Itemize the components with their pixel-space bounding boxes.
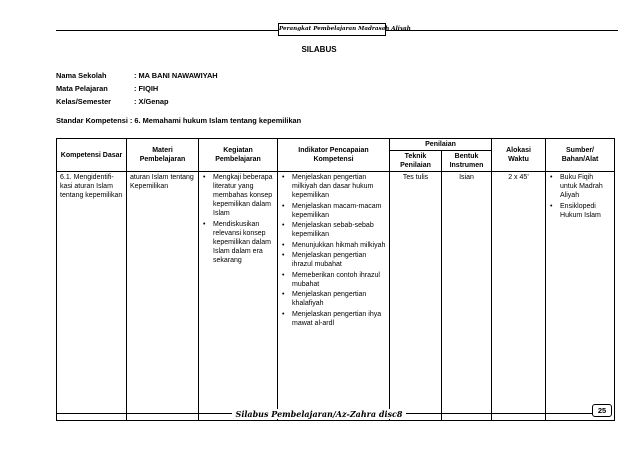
cell-materi: aturan Islam tentang Kepemilikan [127,172,199,421]
meta-row-class [56,97,169,106]
list-item: • Buku Fiqih untuk Madrah Aliyah [560,173,611,200]
cell-kompetensi: 6.1. Mengidentifi-kasi aturan Islam tentang kepemilikan [57,172,127,421]
meta-value: : FIQIH [134,84,159,93]
header-bentuk: Bentuk Instrumen [442,151,492,172]
meta-value: : MA BANI NAWAWIYAH [134,71,218,80]
list-item: • Menunjukkan hikmah milkiyah [292,241,386,250]
footer-label: Silabus Pembelajaran/Az-Zahra disc8 [232,409,407,419]
page-title: SILABUS [301,45,337,54]
header-alokasi: Alokasi Waktu [492,139,546,172]
meta-row-subject [56,84,158,93]
list-item: • Ensiklopedi Hukum Islam [560,202,611,220]
list-item: • Menjelaskan pengertian khalafiyah [292,290,386,308]
list-item: • Memeberikan contoh ihrazul mubahat [292,271,386,289]
standar-kompetensi: Standar Kompetensi : 6. Memahami hukum Islam tentang kepemilikan [56,116,302,125]
list-item: • Menjelaskan pengertian milkiyah dan dasar hukum kepemilikan [292,173,386,200]
header-kompetensi: Kompetensi Dasar [57,139,127,172]
header-penilaian: Penilaian [390,139,492,151]
header-indikator: Indikator Pencapaian Kompetensi [278,139,390,172]
footer-text [0,409,638,419]
header-banner: Perangkat Pembelajaran Madrasah Aliyah [278,23,386,36]
list-item: • Menjelaskan sebab-sebab kepemilikan [292,221,386,239]
meta-value: : X/Genap [134,97,169,106]
meta-row-school [56,71,218,80]
list-item: • Menjelaskan macam-macam kepemilikan [292,202,386,220]
meta-label: Nama Sekolah [56,71,107,80]
list-item: • Menjelaskan pengertian ihrazul mubahat [292,251,386,269]
table-row [57,172,615,421]
cell-indikator [278,172,390,421]
cell-bentuk: Isian [442,172,492,421]
page-number-badge: 25 [592,404,612,417]
list-item: • Menjelaskan pengertian ihya mawat al-ardl [292,310,386,328]
cell-teknik: Tes tulis [390,172,442,421]
header-sumber: Sumber/ Bahan/Alat [546,139,615,172]
cell-sumber [546,172,615,421]
header-kegiatan: Kegiatan Pembelajaran [199,139,278,172]
header-teknik: Teknik Penilaian [390,151,442,172]
cell-alokasi: 2 x 45’ [492,172,546,421]
header-materi: Materi Pembelajaran [127,139,199,172]
list-item: • Mendiskusikan relevansi konsep kepemilikan dalam Islam dalam era sekarang [213,220,274,265]
silabus-table [56,138,615,421]
list-item: • Mengkaji beberapa literatur yang membahas konsep kepemilikan dalam Islam [213,173,274,218]
cell-kegiatan [199,172,278,421]
meta-label: Kelas/Semester [56,97,112,106]
meta-label: Mata Pelajaran [56,84,108,93]
